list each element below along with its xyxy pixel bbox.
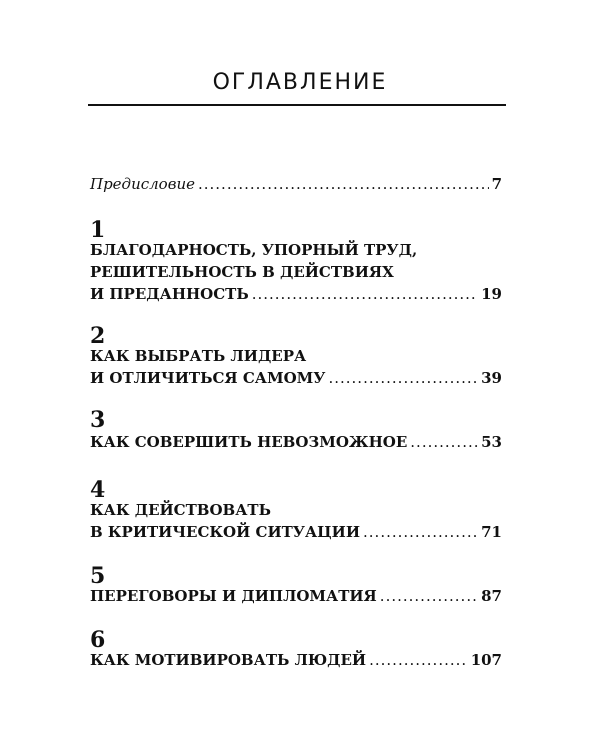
- chapter-number: 1: [90, 217, 106, 243]
- chapter-number: 4: [90, 477, 106, 503]
- chapter-title-line: В КРИТИЧЕСКОЙ СИТУАЦИИ: [90, 523, 361, 541]
- chapter-title-line: КАК МОТИВИРОВАТЬ ЛЮДЕЙ: [90, 651, 367, 669]
- dot-leader: [369, 650, 468, 670]
- dot-leader: [410, 432, 478, 452]
- chapter-title-line: И ПРЕДАННОСТЬ: [90, 285, 249, 303]
- toc-entry-chapter-1[interactable]: [90, 284, 502, 304]
- toc-page-number: 7: [491, 175, 502, 193]
- dot-leader: [363, 522, 478, 542]
- chapter-number: 2: [90, 323, 106, 349]
- chapter-number: 5: [90, 563, 106, 589]
- toc-page-number: 107: [470, 651, 502, 669]
- toc-entry-chapter-5[interactable]: [90, 586, 502, 606]
- chapter-title-line: ПЕРЕГОВОРЫ И ДИПЛОМАТИЯ: [90, 587, 377, 605]
- toc-entry-chapter-3[interactable]: [90, 432, 502, 452]
- toc-page-number: 71: [481, 523, 502, 541]
- toc-entry-chapter-2[interactable]: [90, 368, 502, 388]
- toc-page-number: 87: [481, 587, 502, 605]
- chapter-number: 6: [90, 627, 106, 653]
- chapter-title-line[interactable]: БЛАГОДАРНОСТЬ, УПОРНЫЙ ТРУД,: [90, 241, 418, 259]
- toc-page-number: 39: [481, 369, 502, 387]
- chapter-title-line[interactable]: КАК ДЕЙСТВОВАТЬ: [90, 501, 271, 519]
- chapter-title-line[interactable]: КАК ВЫБРАТЬ ЛИДЕРА: [90, 347, 307, 365]
- toc-page-number: 53: [481, 433, 502, 451]
- chapter-title-line[interactable]: РЕШИТЕЛЬНОСТЬ В ДЕЙСТВИЯХ: [90, 263, 394, 281]
- chapter-title-line: И ОТЛИЧИТЬСЯ САМОМУ: [90, 369, 326, 387]
- chapter-number: 3: [90, 407, 106, 433]
- title-rule: [88, 104, 506, 106]
- toc-entry-chapter-6[interactable]: [90, 650, 502, 670]
- dot-leader: [380, 586, 478, 606]
- dot-leader: [328, 368, 478, 388]
- toc-entry-chapter-4[interactable]: [90, 522, 502, 542]
- dot-leader: [252, 284, 478, 304]
- chapter-title-line: КАК СОВЕРШИТЬ НЕВОЗМОЖНОЕ: [90, 433, 408, 451]
- toc-page-number: 19: [481, 285, 502, 303]
- page-title: ОГЛАВЛЕНИЕ: [212, 70, 388, 95]
- toc-entry-label: Предисловие: [90, 175, 195, 193]
- dot-leader: [198, 174, 489, 194]
- toc-entry-preface[interactable]: [90, 174, 502, 194]
